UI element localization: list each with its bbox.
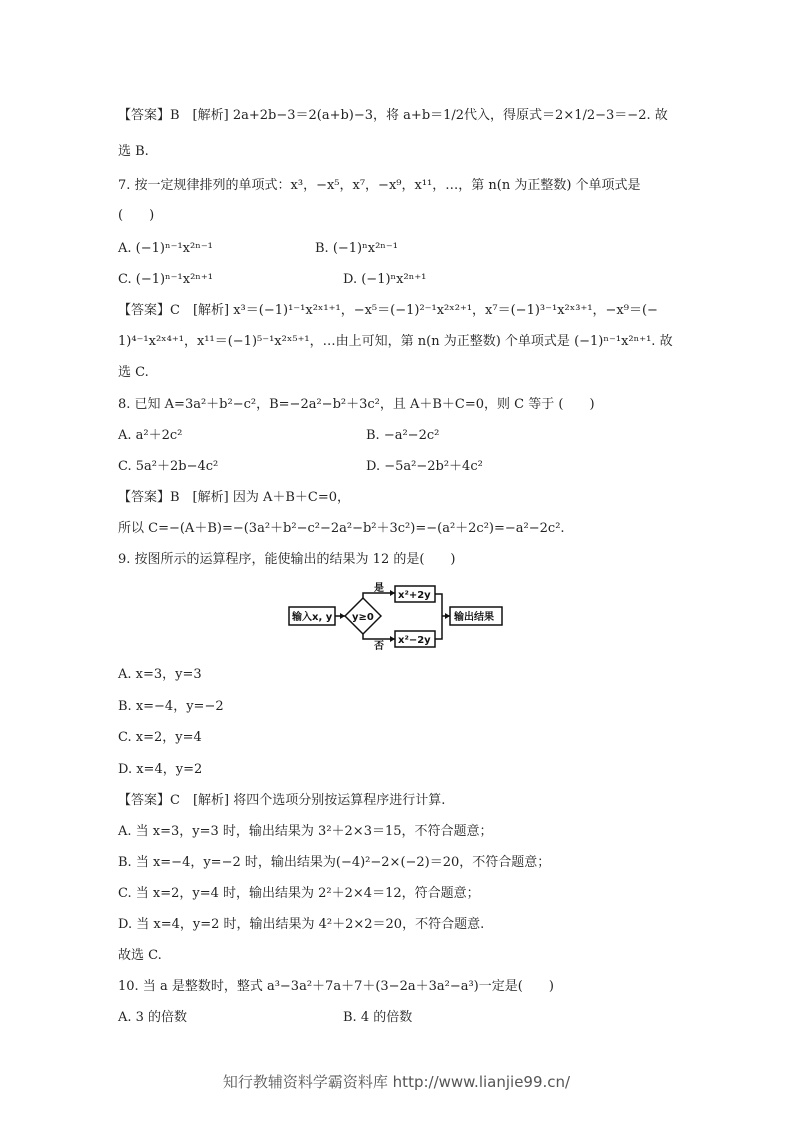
q10-option-a: A. 3 的倍数 xyxy=(118,1010,188,1025)
q7-option-a: A. (−1)ⁿ⁻¹x²ⁿ⁻¹ xyxy=(118,241,213,256)
q7-stem: 7. 按一定规律排列的单项式：x³，−x⁵，x⁷，−x⁹，x¹¹，…，第 n(n 为正整数) 个单项式是 xyxy=(118,178,641,193)
q7-option-d: D. (−1)ⁿx²ⁿ⁺¹ xyxy=(343,272,427,287)
flow-no-expr: x²−2y xyxy=(398,635,431,646)
q7-stem-paren: ( ) xyxy=(118,208,155,223)
q9-option-b: B. x=−4，y=−2 xyxy=(118,699,224,714)
q9-analysis-c: C. 当 x=2，y=4 时，输出结果为 2²＋2×4＝12，符合题意； xyxy=(118,886,480,901)
flow-input-label: 输入x, y xyxy=(292,612,333,623)
q10-option-b: B. 4 的倍数 xyxy=(343,1010,413,1025)
q7-answer-line1: 【答案】C [解析] x³＝(−1)¹⁻¹x²ˣ¹⁺¹，−x⁵＝(−1)²⁻¹x²ˣ²⁺¹，x⁷＝(−1)³⁻¹x²ˣ³⁺¹，−x⁹＝(− xyxy=(118,303,658,318)
q9-answer-intro: 【答案】C [解析] 将四个选项分别按运算程序进行计算. xyxy=(118,793,446,808)
q6-answer-line2: 选 B. xyxy=(118,144,149,159)
q8-answer-line2: 所以 C=−(A＋B)=−(3a²＋b²−c²−2a²−b²＋3c²)=−(a²＋2c²)=−a²−2c². xyxy=(118,521,565,536)
q9-option-a: A. x=3，y=3 xyxy=(118,667,202,682)
flow-merge-line xyxy=(435,594,442,639)
q9-option-c: C. x=2，y=4 xyxy=(118,730,202,745)
q8-option-d: D. −5a²−2b²＋4c² xyxy=(366,459,483,474)
q8-option-a: A. a²＋2c² xyxy=(118,428,183,443)
q9-analysis-a: A. 当 x=3，y=3 时，输出结果为 3²＋2×3＝15，不符合题意； xyxy=(118,824,493,839)
q8-stem: 8. 已知 A=3a²＋b²−c²，B=−2a²−b²＋3c²，且 A＋B＋C=0，则 C 等于 ( ) xyxy=(118,397,595,412)
q8-option-b: B. −a²−2c² xyxy=(366,428,440,443)
q9-option-d: D. x=4，y=2 xyxy=(118,762,203,777)
flow-condition-label: y≥0 xyxy=(352,612,374,623)
q9-stem: 9. 按图所示的运算程序，能使输出的结果为 12 的是( ) xyxy=(118,552,456,567)
q7-option-b: B. (−1)ⁿx²ⁿ⁻¹ xyxy=(315,241,398,256)
flow-output-label: 输出结果 xyxy=(454,612,494,623)
q7-option-c: C. (−1)ⁿ⁻¹x²ⁿ⁺¹ xyxy=(118,272,213,287)
flow-yes-expr: x²+2y xyxy=(398,590,431,601)
q9-flowchart xyxy=(288,582,506,650)
q8-option-c: C. 5a²＋2b−4c² xyxy=(118,459,219,474)
flow-yes-label: 是 xyxy=(374,583,384,594)
q9-conclusion: 故选 C. xyxy=(118,948,162,963)
q8-answer-line1: 【答案】B [解析] 因为 A＋B＋C=0， xyxy=(118,490,351,505)
q9-analysis-d: D. 当 x=4，y=2 时，输出结果为 4²＋2×2＝20，不符合题意. xyxy=(118,917,485,932)
footer-watermark: 知行教辅资料学霸资料库 http://www.lianjie99.cn/ xyxy=(222,1073,571,1091)
q10-stem: 10. 当 a 是整数时，整式 a³−3a²＋7a＋7＋(3−2a＋3a²−a³)一定是( ) xyxy=(118,979,554,994)
q7-answer-line2: 1)⁴⁻¹x²ˣ⁴⁺¹，x¹¹＝(−1)⁵⁻¹x²ˣ⁵⁺¹，…由上可知，第 n(n 为正整数) 个单项式是 (−1)ⁿ⁻¹x²ⁿ⁺¹. 故 xyxy=(118,334,673,349)
flow-no-label: 否 xyxy=(374,641,384,650)
q6-answer-line1: 【答案】B [解析] 2a+2b−3＝2(a+b)−3，将 a+b＝1/2代入，得原式＝2×1/2−3＝−2. 故 xyxy=(118,108,668,123)
q7-answer-line3: 选 C. xyxy=(118,365,149,380)
q9-analysis-b: B. 当 x=−4，y=−2 时，输出结果为(−4)²−2×(−2)＝20，不符合题意； xyxy=(118,855,551,870)
